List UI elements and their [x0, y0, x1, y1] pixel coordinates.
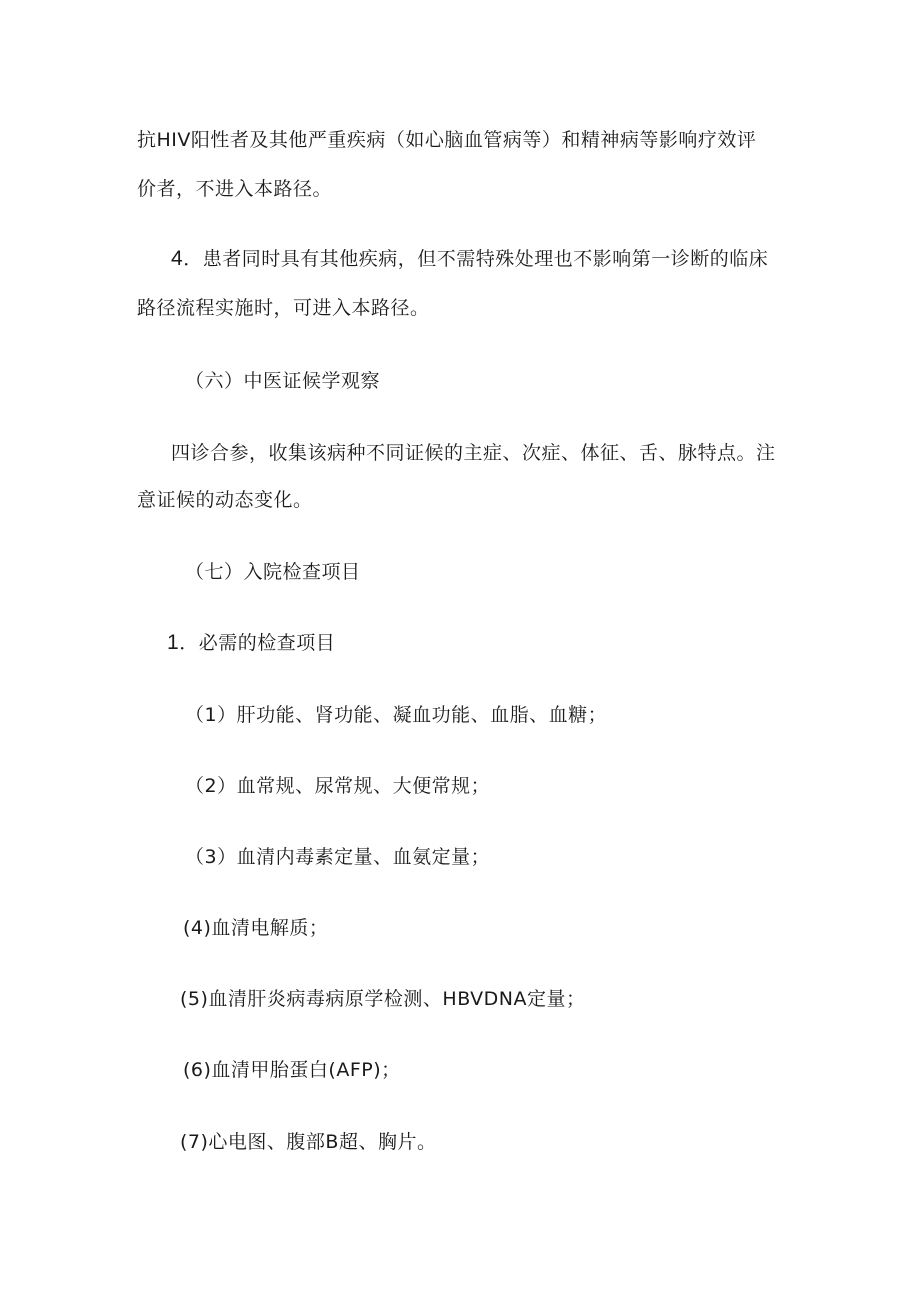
paragraph-line: 价者，不进入本路径。	[137, 178, 333, 200]
paragraph-line: 抗HIV阳性者及其他严重疾病（如心脑血管病等）和精神病等影响疗效评	[137, 129, 757, 151]
list-item: (5)血清肝炎病毒病原学检测、HBVDNA定量；	[180, 988, 586, 1010]
paragraph-line: 意证候的动态变化。	[137, 489, 313, 511]
paragraph-line: 路径流程实施时，可进入本路径。	[137, 297, 430, 319]
paragraph-line: 四诊合参，收集该病种不同证候的主症、次症、体征、舌、脉特点。注	[171, 442, 776, 464]
list-item: （1）肝功能、肾功能、凝血功能、血脂、血糖；	[185, 704, 608, 726]
list-item: (6)血清甲胎蛋白(AFP)；	[183, 1059, 401, 1081]
section-heading: （七）入院检查项目	[185, 561, 361, 583]
numbered-subheading: 1．必需的检查项目	[167, 631, 336, 654]
list-item: （2）血常规、尿常规、大便常规；	[185, 775, 491, 797]
numbered-paragraph-line: 4．患者同时具有其他疾病，但不需特殊处理也不影响第一诊断的临床	[171, 247, 769, 270]
list-item: （3）血清内毒素定量、血氨定量；	[185, 846, 491, 868]
paragraph-number: 1	[167, 631, 180, 654]
list-item: (7)心电图、腹部B超、胸片。	[180, 1131, 437, 1153]
paragraph-number: 4	[171, 247, 184, 270]
list-item: (4)血清电解质；	[183, 917, 329, 939]
section-heading: （六）中医证候学观察	[185, 370, 381, 392]
